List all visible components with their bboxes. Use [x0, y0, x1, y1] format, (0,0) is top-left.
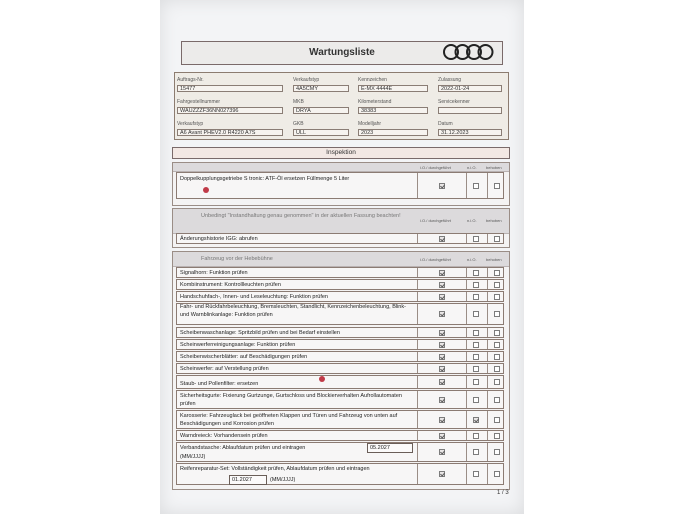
checkbox-io[interactable]: [439, 433, 445, 439]
value-km: 38383: [358, 107, 428, 114]
checkbox-io[interactable]: [439, 397, 445, 403]
checklist-row: [176, 339, 504, 350]
label-zulassung: Zulassung: [438, 77, 462, 83]
row-text: Warndreieck: Vorhandensein prüfen: [180, 433, 268, 439]
row-text: Verbandstasche: Ablaufdatum prüfen und eintragen: [180, 445, 306, 451]
value-modelljahr: 2023: [358, 129, 428, 136]
checkbox-behoben[interactable]: [494, 417, 500, 423]
checkbox-behoben[interactable]: [494, 342, 500, 348]
checkbox-io[interactable]: [439, 449, 445, 455]
row-text: Scheinwerferreinigungsanlage: Funktion prüfen: [180, 342, 296, 348]
date-format-hint: (MM/JJJJ): [270, 477, 296, 483]
label-verkaufstyp-2: Verkaufstyp: [177, 121, 204, 127]
checkbox-io[interactable]: [439, 417, 445, 423]
checkbox-nio[interactable]: [473, 366, 479, 372]
value-kennzeichen: E-MX 4444E: [358, 85, 428, 92]
checkbox-behoben[interactable]: [494, 471, 500, 477]
block-igg-title: Unbedingt "Instandhaltung genau genommen" in der aktuellen Fassung beachten!: [201, 213, 401, 219]
checkbox-io[interactable]: [439, 330, 445, 336]
page-indicator: 1 / 3: [497, 490, 509, 496]
block-getriebe-header: [173, 163, 509, 172]
checkbox-behoben[interactable]: [494, 282, 500, 288]
checklist-row: [176, 327, 504, 338]
checkbox-behoben[interactable]: [494, 183, 500, 189]
checklist-row: [176, 279, 504, 290]
checklist-row: [176, 430, 504, 441]
value-mkb: DRYA: [293, 107, 349, 114]
audi-rings-icon: [442, 43, 496, 61]
label-servicekenner: Servicekenner: [438, 99, 470, 105]
checkbox-nio[interactable]: [473, 379, 479, 385]
checkbox-io[interactable]: [439, 471, 445, 477]
checkbox-nio[interactable]: [473, 294, 479, 300]
checkbox-nio[interactable]: [473, 282, 479, 288]
checkbox-io[interactable]: [439, 294, 445, 300]
checkbox-io[interactable]: [439, 366, 445, 372]
row-text: Kombiinstrument: Kontrollleuchten prüfen: [180, 282, 281, 288]
col-header-io: i.O./ durchgeführt: [420, 257, 451, 262]
value-servicekenner: [438, 107, 502, 114]
checkbox-behoben[interactable]: [494, 270, 500, 276]
checkbox-nio[interactable]: [473, 330, 479, 336]
label-mkb: MKB: [293, 99, 304, 105]
value-datum: 31.12.2023: [438, 129, 502, 136]
checklist-row: [176, 351, 504, 362]
label-datum: Datum: [438, 121, 453, 127]
checkbox-nio[interactable]: [473, 311, 479, 317]
reifenreparatur-date-input[interactable]: 01.2027: [229, 475, 267, 485]
checkbox-io[interactable]: [439, 282, 445, 288]
col-header-nio: n.i.O.: [467, 165, 477, 170]
label-modelljahr: Modelljahr: [358, 121, 382, 127]
label-verkaufstyp: Verkaufstyp: [293, 77, 320, 83]
row-text: Handschuhfach-, Innen- und Leseleuchtung: Funktion prüfen: [180, 294, 328, 300]
checkbox-behoben[interactable]: [494, 366, 500, 372]
row-text: Scheinwerfer: auf Verstellung prüfen: [180, 366, 269, 372]
checklist-row: [176, 172, 504, 199]
row-text: Scheibenwaschanlage: Spritzbild prüfen und bei Bedarf einstellen: [180, 330, 340, 336]
label-fin: Fahrgestellnummer: [177, 99, 221, 105]
checkbox-behoben[interactable]: [494, 379, 500, 385]
value-verkaufstyp: 4A5CMY: [293, 85, 349, 92]
checkbox-nio[interactable]: [473, 342, 479, 348]
checklist-row: [176, 375, 504, 389]
checkbox-behoben[interactable]: [494, 236, 500, 242]
checklist-row: [176, 390, 504, 409]
checkbox-behoben[interactable]: [494, 294, 500, 300]
checklist-row: [176, 291, 504, 302]
checkbox-behoben[interactable]: [494, 354, 500, 360]
checkbox-nio[interactable]: [473, 433, 479, 439]
checkbox-nio[interactable]: [473, 236, 479, 242]
marker-dot-icon: [319, 376, 325, 382]
date-format-hint: (MM/JJJJ): [180, 454, 206, 460]
checkbox-io[interactable]: [439, 354, 445, 360]
col-header-behoben: behoben: [486, 218, 502, 223]
checkbox-nio[interactable]: [473, 354, 479, 360]
checklist-row: [176, 410, 504, 429]
document-title: Wartungsliste: [309, 47, 375, 58]
checkbox-behoben[interactable]: [494, 311, 500, 317]
col-header-behoben: behoben: [486, 257, 502, 262]
checkbox-nio[interactable]: [473, 417, 479, 423]
checklist-row: [176, 303, 504, 325]
checkbox-nio[interactable]: [473, 183, 479, 189]
row-text: Doppelkupplungsgetriebe S tronic: ATF-Öl ersetzen Füllmenge 5 Liter: [180, 176, 350, 182]
row-text: Änderungshistorie IGG: abrufen: [180, 236, 258, 242]
row-text: Signalhorn: Funktion prüfen: [180, 270, 248, 276]
col-header-io: i.O./ durchgeführt: [420, 218, 451, 223]
row-text: Karosserie: Fahrzeuglack bei geöffneten Klappen und Türen und Fahrzeug von unten auf Beschädigungen und Korrosion prüfen: [180, 413, 398, 427]
checklist-row: [176, 363, 504, 374]
checkbox-io[interactable]: [439, 270, 445, 276]
section-inspektion-header: [172, 147, 510, 159]
checkbox-nio[interactable]: [473, 471, 479, 477]
block-hebebuehne-header: [173, 252, 509, 267]
label-kennzeichen: Kennzeichen: [358, 77, 387, 83]
row-text: Reifenreparatur-Set: Vollständigkeit prüfen, Ablaufdatum prüfen und eintragen: [180, 466, 370, 472]
vehicle-info-panel: [174, 72, 509, 140]
checkbox-nio[interactable]: [473, 397, 479, 403]
value-gkb: ULL: [293, 129, 349, 136]
checkbox-io[interactable]: [439, 236, 445, 242]
checkbox-behoben[interactable]: [494, 449, 500, 455]
col-header-nio: n.i.O.: [467, 218, 477, 223]
checklist-row: [176, 442, 504, 462]
checkbox-io[interactable]: [439, 183, 445, 189]
label-km: Kilometerstand: [358, 99, 392, 105]
label-gkb: GKB: [293, 121, 304, 127]
row-text: Scheibenwischerblätter: auf Beschädigungen prüfen: [180, 354, 308, 360]
section-inspektion-title: Inspektion: [326, 149, 356, 156]
verbandstasche-date-input[interactable]: 05.2027: [367, 443, 413, 453]
checklist-row: [176, 267, 504, 278]
col-header-behoben: behoben: [486, 165, 502, 170]
block-hebebuehne-title: Fahrzeug vor der Hebebühne: [201, 256, 273, 262]
checkbox-behoben[interactable]: [494, 433, 500, 439]
checkbox-behoben[interactable]: [494, 397, 500, 403]
marker-dot-icon: [203, 187, 209, 193]
col-header-io: i.O./ durchgeführt: [420, 165, 451, 170]
value-verkaufstyp-2: A6 Avant PHEV2.0 R4220 A7S: [177, 129, 283, 136]
checkbox-io[interactable]: [439, 379, 445, 385]
row-text: Staub- und Pollenfilter: ersetzen: [180, 381, 259, 387]
row-text: Fahr- und Rückfahrbeleuchtung, Bremsleuchten, Standlicht, Kennzeichenbeleuchtung, Blink- und Warnblinkanlage: Funktion prüfen: [180, 304, 406, 318]
checkbox-nio[interactable]: [473, 270, 479, 276]
checkbox-io[interactable]: [439, 342, 445, 348]
checkbox-io[interactable]: [439, 311, 445, 317]
checkbox-nio[interactable]: [473, 449, 479, 455]
col-header-nio: n.i.O.: [467, 257, 477, 262]
label-auftrag: Auftrags-Nr.: [177, 77, 204, 83]
checklist-row: [176, 463, 504, 485]
block-igg-header: [173, 209, 509, 234]
value-auftrag: 15477: [177, 85, 283, 92]
value-fin: WAUZZZF36NN027396: [177, 107, 283, 114]
row-text: Sicherheitsgurte: Fixierung Gurtzunge, Gurtschloss und Blockierverhalten Aufrollautomaten prüfen: [180, 393, 402, 407]
checklist-row: [176, 233, 504, 244]
value-zulassung: 2022-01-24: [438, 85, 502, 92]
checkbox-behoben[interactable]: [494, 330, 500, 336]
